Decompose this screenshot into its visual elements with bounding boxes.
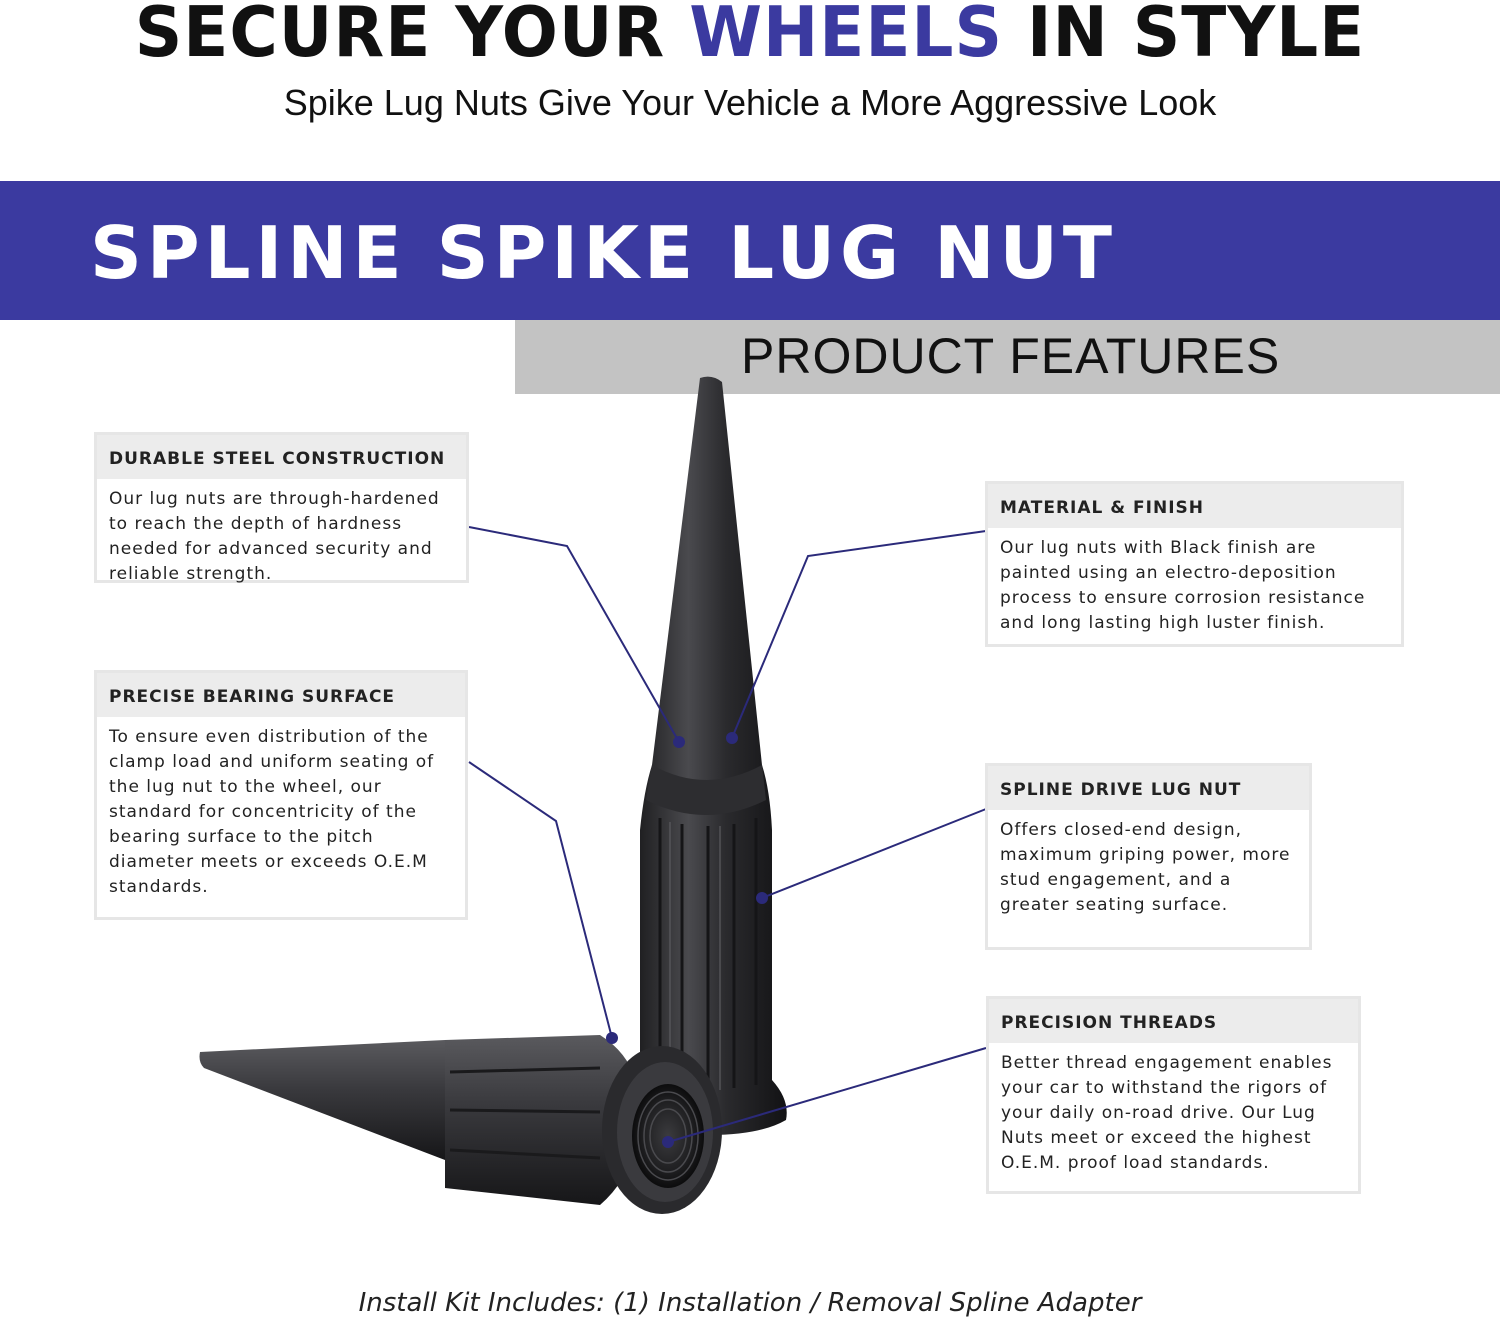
leader-dot-spline xyxy=(756,892,768,904)
callout-body: Better thread engagement enables your car to withstand the rigors of your daily on-road drive. Our Lug Nuts meet or exceed the highest O.E.M. proof load standards. xyxy=(1001,1053,1333,1173)
leader-line-spline xyxy=(762,809,986,898)
leader-line-material xyxy=(732,531,986,738)
callout-title: PRECISION THREADS xyxy=(989,999,1358,1043)
footer-note: Install Kit Includes: (1) Installation / Removal Spline Adapter xyxy=(358,1288,1142,1318)
callout-body: Offers closed-end design, maximum griping power, more stud engagement, and a greater seating surface. xyxy=(1000,820,1291,915)
leader-line-durable xyxy=(469,527,679,742)
features-title: PRODUCT FEATURES xyxy=(741,328,1281,384)
banner-title: SPLINE SPIKE LUG NUT xyxy=(90,211,1118,295)
callout-precision-threads xyxy=(986,996,1361,1194)
callout-title: PRECISE BEARING SURFACE xyxy=(97,673,465,717)
callout-body: Our lug nuts are through-hardened to reach the depth of hardness needed for advanced security and reliable strength. xyxy=(109,489,440,584)
leader-dot-durable xyxy=(673,736,685,748)
callout-body: Our lug nuts with Black finish are painted using an electro-deposition process to ensure corrosion resistance and long lasting high luster finish. xyxy=(1000,538,1366,633)
callout-title: MATERIAL & FINISH xyxy=(988,484,1401,528)
upright-lug-nut xyxy=(636,377,787,1135)
leader-dot-bearing xyxy=(606,1032,618,1044)
leader-dot-material xyxy=(726,732,738,744)
horizontal-lug-nut xyxy=(200,1035,723,1214)
callout-durable-steel xyxy=(94,432,469,583)
callout-title: SPLINE DRIVE LUG NUT xyxy=(988,766,1309,810)
callout-material-finish xyxy=(985,481,1404,647)
callout-bearing-surface xyxy=(94,670,468,920)
leader-dot-threads xyxy=(662,1136,674,1148)
callout-title: DURABLE STEEL CONSTRUCTION xyxy=(97,435,466,479)
callout-body: To ensure even distribution of the clamp load and uniform seating of the lug nut to the wheel, our standard for concentricity of the bearing surface to the pitch diameter meets or exceeds O.E.M standards. xyxy=(109,727,435,897)
callout-spline-drive xyxy=(985,763,1312,950)
headline-part2: IN STYLE xyxy=(1003,0,1366,73)
leader-line-bearing xyxy=(469,762,612,1038)
headline-part1: SECURE YOUR xyxy=(134,0,690,73)
subheadline: Spike Lug Nuts Give Your Vehicle a More Aggressive Look xyxy=(283,82,1217,123)
headline-accent: WHEELS xyxy=(689,0,1004,73)
